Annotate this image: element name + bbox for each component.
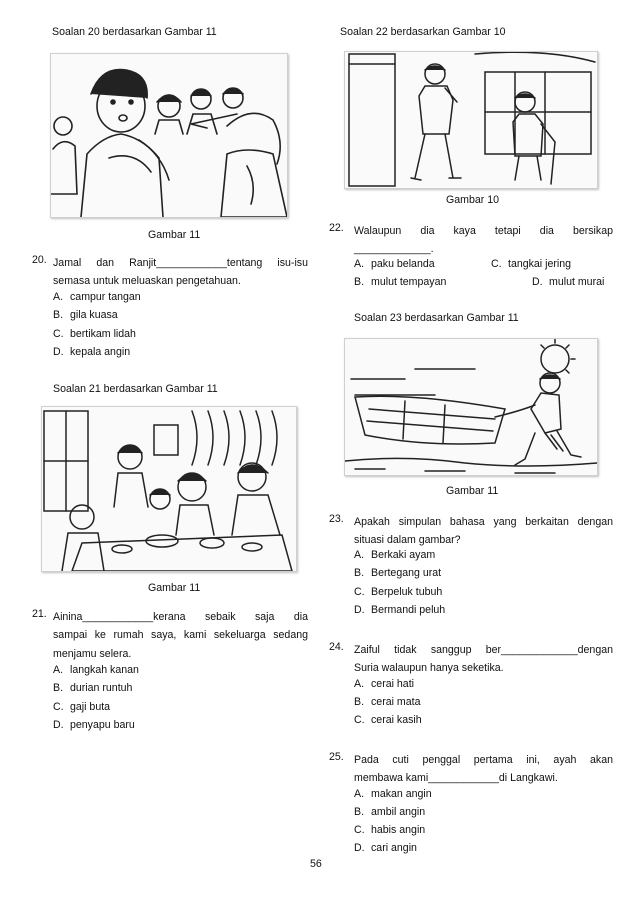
option-letter: B. [354,276,365,288]
option-23b[interactable] [354,567,442,579]
option-text: kepala angin [70,346,131,358]
question-25-text [354,751,613,788]
option-23a[interactable] [354,549,436,561]
figure-caption-gambar-11: Gambar 11 [148,229,201,241]
question-24-text [354,641,613,678]
question-21-line: menjamu selera. [53,647,132,660]
option-25a[interactable] [354,788,432,800]
option-23d[interactable] [354,604,446,616]
option-letter: C. [354,714,365,726]
option-text: campur tangan [70,291,141,303]
section-heading-21: Soalan 21 berdasarkan Gambar 11 [53,383,218,395]
question-20-line: semasa untuk meluaskan pengetahuan. [53,275,241,288]
option-letter: D. [53,346,64,358]
section-heading-23: Soalan 23 berdasarkan Gambar 11 [354,312,519,324]
option-text: cari angin [371,842,417,854]
question-21-text [53,608,308,663]
option-letter: A. [354,678,365,690]
option-letter: B. [354,696,365,708]
option-letter: B. [354,567,365,579]
question-24-line: Zaiful tidak sanggup ber_____________dengan [354,644,613,656]
figure-gambar-11-boat [344,338,598,476]
option-letter: A. [354,788,365,800]
option-letter: D. [53,719,64,731]
figure-gambar-11-discussion [50,53,288,218]
page-number: 56 [310,858,322,870]
question-20-line: Jamal dan Ranjit____________tentang isu-isu [53,257,308,269]
option-text: mulut tempayan [371,276,447,288]
option-20c[interactable] [53,328,136,340]
option-20d[interactable] [53,346,131,358]
option-text: habis angin [371,824,426,836]
option-21d[interactable] [53,719,135,731]
option-letter: D. [532,276,543,288]
option-21a[interactable] [53,664,139,676]
option-text: gaji buta [70,701,111,713]
option-20a[interactable] [53,291,141,303]
boat-pulling-illustration [345,339,597,475]
option-21c[interactable] [53,701,111,713]
two-men-illustration [345,52,597,188]
question-22-line: _____________. [354,243,434,256]
question-23-text [354,513,613,550]
option-25c[interactable] [354,824,426,836]
figure-caption-gambar-10: Gambar 10 [446,194,499,206]
option-22a[interactable] [354,258,435,270]
option-text: cerai kasih [371,714,422,726]
option-letter: D. [354,842,365,854]
question-25-line: membawa kami____________di Langkawi. [354,772,558,785]
question-23-line: situasi dalam gambar? [354,534,461,547]
section-heading-22: Soalan 22 berdasarkan Gambar 10 [340,26,506,38]
question-number-21: 21. [32,608,47,620]
question-22-line: Walaupun dia kaya tetapi dia bersikap [354,225,613,237]
figure-gambar-11-family-meal [41,406,297,572]
option-text: ambil angin [371,806,426,818]
figure-gambar-10-men [344,51,598,189]
option-letter: A. [53,664,64,676]
option-text: penyapu baru [70,719,135,731]
question-20-text [53,254,308,291]
question-21-line: sampai ke rumah saya, kami sekeluarga sedang [53,629,308,642]
question-25-line: Pada cuti penggal pertama ini, ayah akan [354,754,613,766]
option-text: mulut murai [549,276,605,288]
option-text: Berpeluk tubuh [371,586,443,598]
option-letter: D. [354,604,365,616]
option-text: durian runtuh [70,682,133,694]
option-24a[interactable] [354,678,414,690]
question-number-23: 23. [329,513,344,525]
question-number-20: 20. [32,254,47,266]
option-25b[interactable] [354,806,426,818]
option-20b[interactable] [53,309,118,321]
option-letter: C. [491,258,502,270]
option-text: Bertegang urat [371,567,442,579]
question-number-25: 25. [329,751,344,763]
question-21-line: Ainina____________kerana sebaik saja dia [53,611,308,623]
option-24b[interactable] [354,696,421,708]
figure-caption-gambar-11: Gambar 11 [148,582,201,594]
option-24c[interactable] [354,714,422,726]
question-number-24: 24. [329,641,344,653]
question-23-line: Apakah simpulan bahasa yang berkaitan dengan [354,516,613,528]
option-text: makan angin [371,788,432,800]
option-text: tangkai jering [508,258,572,270]
option-text: Bermandi peluh [371,604,446,616]
option-text: cerai mata [371,696,421,708]
option-letter: A. [354,258,365,270]
option-letter: C. [354,586,365,598]
option-23c[interactable] [354,586,443,598]
option-text: langkah kanan [70,664,139,676]
option-text: cerai hati [371,678,414,690]
option-text: bertikam lidah [70,328,136,340]
question-24-line: Suria walaupun hanya seketika. [354,662,504,675]
family-meal-illustration [42,407,296,571]
discussion-illustration [51,54,287,217]
question-number-22: 22. [329,222,344,234]
option-letter: B. [53,682,64,694]
option-letter: C. [53,328,64,340]
figure-caption-gambar-11: Gambar 11 [446,485,499,497]
option-letter: C. [53,701,64,713]
option-text: Berkaki ayam [371,549,436,561]
option-22d[interactable] [532,276,605,288]
option-22c[interactable] [491,258,572,270]
option-21b[interactable] [53,682,133,694]
option-letter: A. [354,549,365,561]
option-22b[interactable] [354,276,447,288]
option-text: paku belanda [371,258,435,270]
option-letter: B. [354,806,365,818]
question-22-text [354,222,613,259]
option-25d[interactable] [354,842,417,854]
section-heading-20: Soalan 20 berdasarkan Gambar 11 [52,26,217,38]
option-letter: A. [53,291,64,303]
option-letter: B. [53,309,64,321]
option-text: gila kuasa [70,309,118,321]
option-letter: C. [354,824,365,836]
